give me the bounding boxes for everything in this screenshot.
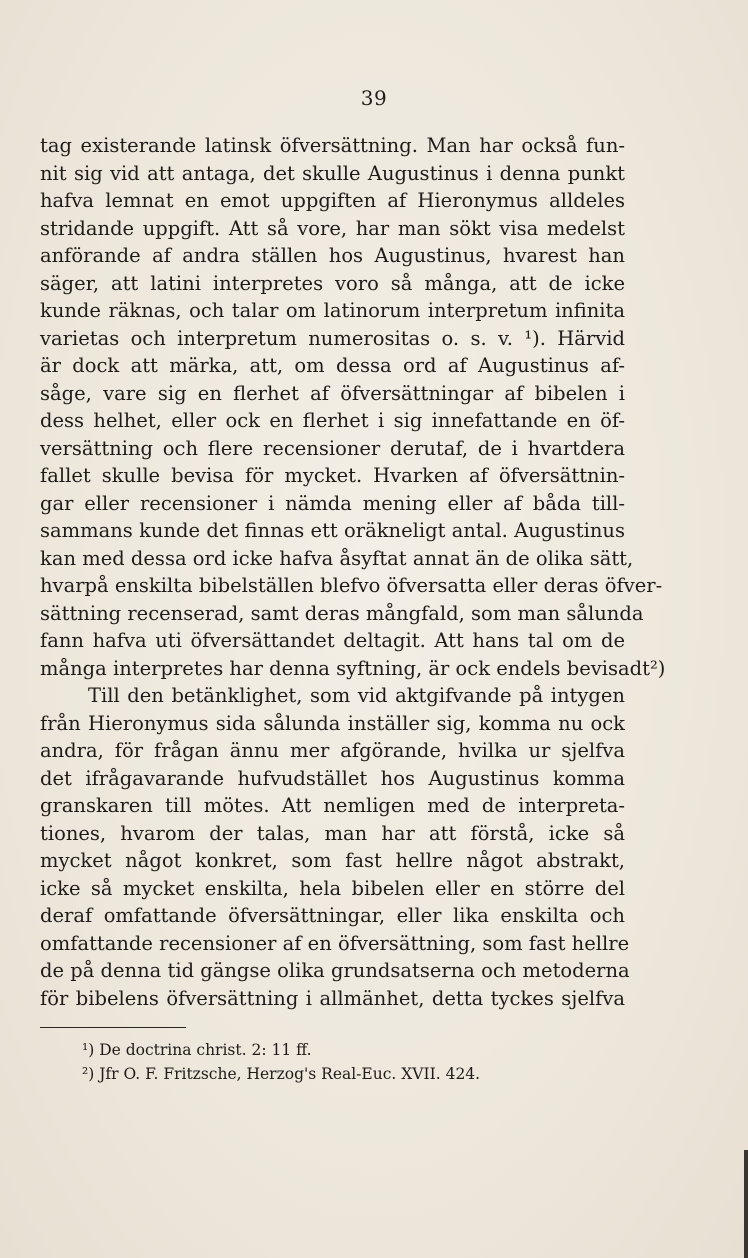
text-line: anförande af andra ställen hos Augustinus, hvarest han (40, 244, 625, 267)
text-line: hvarpå enskilta bibelställen blefvo öfversatta eller deras öfver- (40, 574, 663, 597)
text-line: stridande uppgift. Att så vore, har man sökt visa medelst (40, 216, 625, 240)
footnote-2: ²) Jfr O. F. Fritzsche, Herzog's Real-Euc. XVII. 424. (82, 1065, 481, 1083)
text-line: omfattande recensioner af en öfversättning, som fast hellre (40, 931, 630, 955)
text-line: tag existerande latinsk öfversättning. Man har också fun- (40, 134, 625, 157)
text-line: nit sig vid att antaga, det skulle Augustinus i denna punkt (40, 161, 625, 185)
page-edge-shadow (744, 1150, 748, 1258)
text-line: varietas och interpretum numerositas o. s. v. ¹). Härvid (40, 326, 625, 350)
text-line: granskaren till mötes. Att nemligen med de interpreta- (40, 794, 625, 817)
text-line: mycket något konkret, som fast hellre något abstrakt, (40, 849, 625, 872)
text-line: tiones, hvarom der talas, man har att förstå, icke så (40, 821, 625, 845)
page-number: 39 (360, 86, 388, 110)
footnotes (82, 1038, 480, 1086)
text-line: är dock att märka, att, om dessa ord af Augustinus af- (40, 354, 625, 377)
text-line: många interpretes har denna syftning, är ock endels bevisadt²) (40, 656, 666, 680)
text-line: andra, för frågan ännu mer afgörande, hvilka ur sjelfva (40, 739, 625, 762)
text-line: de på denna tid gängse olika grundsatserna och metoderna (40, 959, 630, 982)
text-line: det ifrågavarande hufvudstället hos Augustinus komma (40, 766, 625, 790)
text-line: sättning recenserad, samt deras mångfald, som man sålunda (40, 601, 644, 625)
text-line: fann hafva uti öfversättandet deltagit. Att hans tal om de (40, 629, 625, 652)
text-line: från Hieronymus sida sålunda inställer sig, komma nu ock (40, 711, 625, 735)
text-line: deraf omfattande öfversättningar, eller lika enskilta och (40, 904, 625, 927)
footnote-1: ¹) De doctrina christ. 2: 11 ff. (82, 1041, 312, 1059)
text-line: kunde räknas, och talar om latinorum interpretum infinita (40, 299, 625, 322)
text-line: gar eller recensioner i nämda mening eller af båda till- (40, 491, 625, 515)
paragraph-start-line: Till den betänklighet, som vid aktgifvande på intygen (88, 684, 625, 707)
text-line: sammans kunde det finnas ett oräkneligt antal. Augustinus (40, 519, 625, 542)
text-line: kan med dessa ord icke hafva åsyftat annat än de olika sätt, (40, 546, 634, 570)
footnote-divider (40, 1027, 186, 1028)
text-line: versättning och flere recensioner derutaf, de i hvartdera (40, 436, 625, 460)
text-line: hafva lemnat en emot uppgiften af Hieronymus alldeles (40, 189, 625, 212)
text-line: för bibelens öfversättning i allmänhet, detta tyckes sjelfva (40, 986, 625, 1010)
body-text (40, 132, 666, 1012)
text-line: fallet skulle bevisa för mycket. Hvarken af öfversättnin- (40, 464, 625, 487)
text-line: dess helhet, eller ock en flerhet i sig innefattande en öf- (40, 409, 625, 432)
text-line: icke så mycket enskilta, hela bibelen eller en större del (40, 876, 625, 900)
text-line: säger, att latini interpretes voro så många, att de icke (40, 271, 625, 295)
text-line: såge, vare sig en flerhet af öfversättningar af bibelen i (40, 381, 625, 405)
